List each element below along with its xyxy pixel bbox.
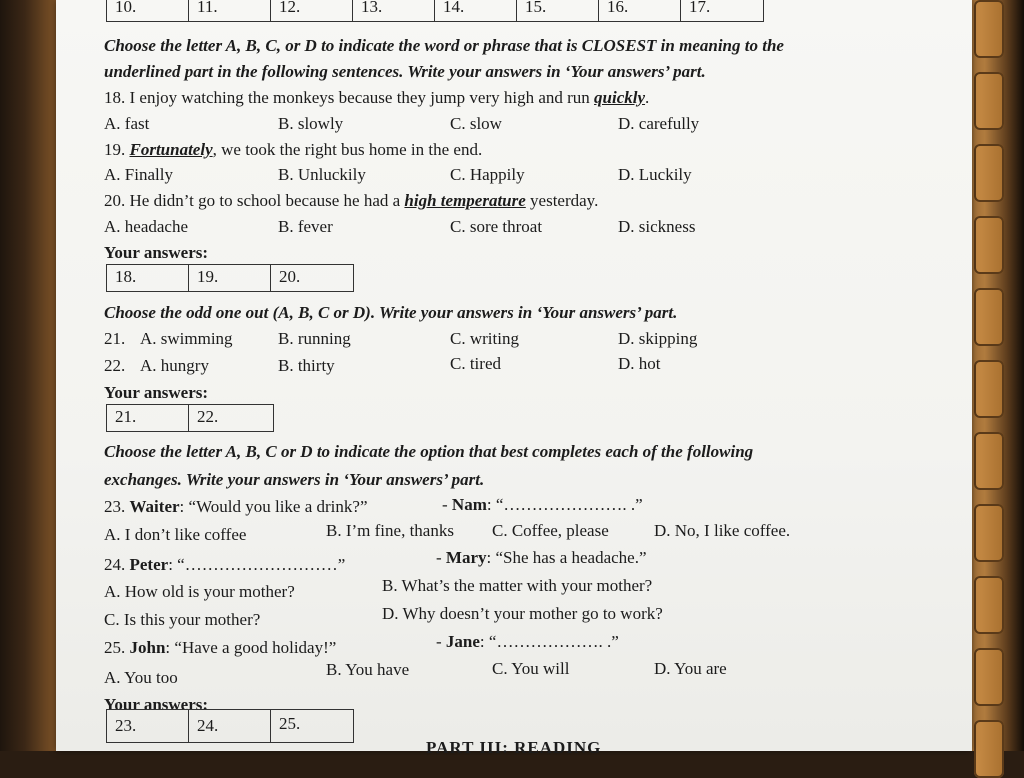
option-19a: A. Finally (104, 165, 173, 184)
your-answers-label: Your answers: (104, 383, 209, 402)
speaker-name: Mary (445, 548, 487, 567)
speaker-name: John (129, 638, 166, 657)
option-24b: B. What’s the matter with your mother? (382, 576, 653, 595)
wood-slat (974, 72, 1004, 130)
option-18c: C. slow (450, 114, 502, 133)
wood-slat (974, 432, 1004, 490)
option-25a: A. You too (104, 668, 178, 687)
option-23d: D. No, I like coffee. (654, 521, 791, 540)
option-23b: B. I’m fine, thanks (326, 521, 454, 540)
wood-slat (974, 648, 1004, 706)
answer-cell: 20. (279, 267, 301, 286)
option-23a: A. I don’t like coffee (104, 525, 247, 544)
option-22a: A. hungry (140, 356, 209, 375)
instruction-exchanges-line1: Choose the letter A, B, C or D to indicate the option that best completes each of the following (104, 442, 754, 461)
question-24-prompt: 24. Peter: “………………………” (104, 555, 346, 574)
option-23c: C. Coffee, please (492, 521, 609, 540)
option-24a: A. How old is your mother? (104, 582, 295, 601)
option-24c: C. Is this your mother? (104, 610, 261, 629)
instruction-closest-line2: underlined part in the following sentences. Write your answers in ‘Your answers’ part. (104, 62, 706, 81)
option-19b: B. Unluckily (278, 165, 366, 184)
question-18: 18. I enjoy watching the monkeys because they jump very high and run quickly. (104, 88, 650, 107)
wood-slat (974, 288, 1004, 346)
underlined-word: Fortunately (129, 140, 213, 159)
question-19: 19. Fortunately, we took the right bus home in the end. (104, 140, 483, 159)
answer-cell: 25. (279, 714, 301, 733)
option-18b: B. slowly (278, 114, 344, 133)
answer-table-closest (106, 264, 354, 292)
option-21d: D. skipping (618, 329, 698, 348)
answer-cell: 15. (517, 0, 599, 21)
answer-table-top (106, 0, 764, 22)
option-20d: D. sickness (618, 217, 696, 236)
wood-slat (974, 144, 1004, 202)
answer-table-odd (106, 404, 274, 432)
answer-cell: 24. (189, 710, 271, 742)
answer-table-exchanges (106, 709, 354, 743)
your-answers-label: Your answers: (104, 243, 209, 262)
wood-background-left (0, 0, 62, 751)
instruction-odd-one-out: Choose the odd one out (A, B, C or D). Write your answers in ‘Your answers’ part. (104, 303, 678, 322)
instruction-closest-line1: Choose the letter A, B, C, or D to indicate the word or phrase that is CLOSEST in meaning to the (104, 36, 784, 55)
instruction-exchanges-line2: exchanges. Write your answers in ‘Your answers’ part. (104, 470, 485, 489)
question-23-prompt: 23. Waiter: “Would you like a drink?” (104, 497, 368, 516)
wood-slat (974, 216, 1004, 274)
option-19c: C. Happily (450, 165, 525, 184)
option-22c: C. tired (450, 354, 501, 373)
option-21a: A. swimming (140, 329, 233, 348)
option-25b: B. You have (326, 660, 410, 679)
question-25-prompt: 25. John: “Have a good holiday!” (104, 638, 337, 657)
option-18d: D. carefully (618, 114, 700, 133)
option-18a: A. fast (104, 114, 150, 133)
answer-cell: 16. (599, 0, 681, 21)
speaker-name: Waiter (129, 497, 180, 516)
wood-slat (974, 0, 1004, 58)
option-20a: A. headache (104, 217, 189, 236)
option-20b: B. fever (278, 217, 333, 236)
speaker-name: Jane (445, 632, 480, 651)
answer-cell: 18. (107, 265, 189, 291)
speaker-name: Nam (451, 495, 487, 514)
your-answers-label: Your answers: (104, 695, 209, 714)
answer-cell: 11. (189, 0, 271, 21)
answer-cell: 23. (107, 710, 189, 742)
option-19d: D. Luckily (618, 165, 692, 184)
answer-cell: 22. (197, 407, 219, 426)
wood-background-right (968, 0, 1024, 751)
answer-cell: 13. (353, 0, 435, 21)
answer-cell: 19. (189, 265, 271, 291)
wood-slat (974, 720, 1004, 778)
question-23-reply: - Nam: “…………………. .” (442, 495, 643, 514)
option-22b: B. thirty (278, 356, 335, 375)
question-25-reply: - Jane: “………………. .” (436, 632, 619, 651)
option-21b: B. running (278, 329, 351, 348)
option-25d: D. You are (654, 659, 727, 678)
underlined-word: high temperature (404, 191, 526, 210)
option-25c: C. You will (492, 659, 570, 678)
speaker-name: Peter (129, 555, 169, 574)
question-20: 20. He didn’t go to school because he had a high temperature yesterday. (104, 191, 599, 210)
question-21-number: 21. (104, 329, 126, 348)
wood-slat (974, 360, 1004, 418)
option-24d: D. Why doesn’t your mother go to work? (382, 604, 663, 623)
section-title-reading: PART III: READING (426, 738, 602, 757)
wood-slat (974, 576, 1004, 634)
answer-cell: 14. (435, 0, 517, 21)
answer-cell: 10. (107, 0, 189, 21)
question-24-reply: - Mary: “She has a headache.” (436, 548, 647, 567)
worksheet-paper (56, 0, 972, 757)
option-21c: C. writing (450, 329, 519, 348)
question-22-number: 22. (104, 356, 126, 375)
answer-cell: 12. (271, 0, 353, 21)
option-22d: D. hot (618, 354, 661, 373)
underlined-word: quickly (594, 88, 646, 107)
option-20c: C. sore throat (450, 217, 543, 236)
answer-cell: 17. (689, 0, 711, 16)
wood-slat (974, 504, 1004, 562)
answer-cell: 21. (107, 405, 189, 431)
